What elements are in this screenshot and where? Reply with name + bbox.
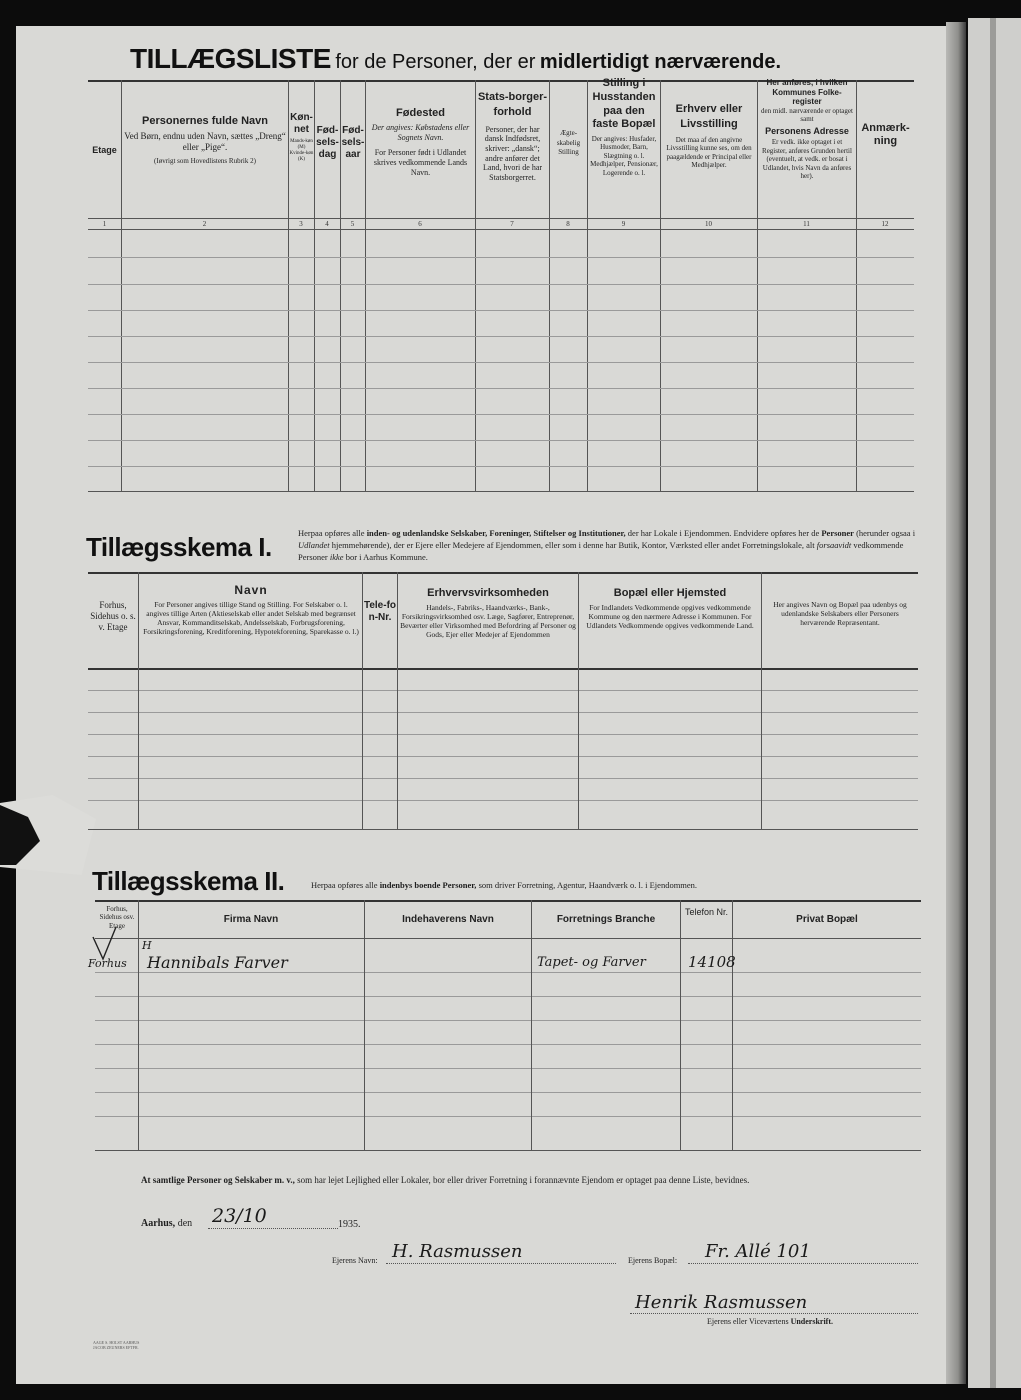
hw-phone: 14108 [688, 953, 736, 971]
tick-mark [90, 925, 120, 965]
hw-etage: Forhus [88, 957, 127, 970]
col-header-birthday: Fød-sels-dag [316, 125, 339, 160]
col-num-5: 5 [350, 220, 355, 228]
col-num-9: 9 [621, 220, 626, 228]
col-num-1: 1 [102, 220, 107, 228]
s1-header-phone: Tele-fon-Nr. [363, 600, 397, 623]
col-header-birthplace: Fødested Der angives: Købstadens eller Sognets Navn. For Personer født i Udlandet skrives vedkommende Lands Navn. [371, 107, 470, 177]
footer-date-line: Aarhus, den [141, 1218, 193, 1229]
s2-header-phone: Telefon Nr. [684, 907, 729, 917]
title-rest-a: for de Personer, der er [335, 51, 536, 73]
schema1-instructions: Herpaa opføres alle inden- og udenlandske Selskaber, Foreninger, Stiftelser og Institutioner, der har Lokale i Ejendommen. Endvidere opføres her de Personer (herunder ogsaa i Udlandet hjemmehørende), der er Ejere eller Medejere af Ejendommen, eller som i denne har Butik, Kontor, Værksted eller andet Forretningslokale, alt forsaavidt vedkommende Personer ikke bor i Aarhus Kommune. [298, 528, 916, 562]
col-num-7: 7 [510, 220, 514, 228]
col-num-12: 12 [881, 220, 889, 228]
col-header-name: Personernes fulde Navn Ved Børn, endnu uden Navn, sættes „Dreng“ eller „Pige“. (Iøvrigt som Hovedlistens Rubrik 2) [124, 115, 286, 165]
hw-owner: H. Rasmussen [392, 1241, 523, 1262]
title-main: TILLÆGSLISTE [130, 43, 331, 74]
col-num-3: 3 [299, 220, 303, 228]
s1-header-residence: Bopæl eller Hjemsted For Indlandets Vedkommende opgives vedkommende Kommune og den nærmere Adresse i Kommunen. For Udlandets Vedkommende opgives vedkommende Land. [586, 587, 754, 631]
col-num-11: 11 [803, 220, 810, 228]
adjacent-page [968, 18, 1021, 1388]
s2-header-branch: Forretnings Branche [556, 914, 656, 925]
col-header-gender: Køn-net Mands-køn (M) Kvinde-køn (K) [289, 112, 314, 162]
s2-header-private: Privat Bopæl [796, 914, 858, 925]
hw-address: Fr. Allé 101 [705, 1241, 811, 1262]
col-num-6: 6 [418, 220, 422, 228]
col-header-occupation: Erhverv eller Livsstilling Det maa af den angivne Livsstilling kunne ses, om den paagældende er Principal eller Medhjælper. [666, 103, 752, 169]
address-label: Ejerens Bopæl: [628, 1256, 678, 1265]
title-rest-b: midlertidigt nærværende. [539, 51, 782, 73]
footer-statement: At samtlige Personer og Selskaber m. v., som har lejet Lejlighed eller Lokaler, bor eller driver Forretning i forannævnte Ejendom er optaget paa denne Liste, bevidnes. [141, 1175, 750, 1185]
col-num-8: 8 [566, 220, 570, 228]
col-num-2: 2 [202, 220, 207, 228]
printer-mark: AAGE S. HOLST AARHUS JACOB ZEUNERS EFTFR. [93, 1340, 140, 1351]
page-title [130, 43, 781, 75]
footer-year: 1935. [338, 1219, 361, 1230]
col-header-citizenship: Stats-borger-forhold Personer, der har dansk Indfødsret, skriver: „dansk“; andre anfører det Land, hvori de har Statsborgerret. [477, 91, 548, 182]
hw-branch: Tapet- og Farver [537, 955, 646, 970]
s2-header-firm: Firma Navn [223, 914, 279, 925]
hw-firm-mark: H [142, 939, 152, 952]
col-num-4: 4 [325, 220, 329, 228]
schema1-title: Tillægsskema I. [86, 532, 272, 562]
s2-header-etage: Forhus, Sidehus osv. Etage [99, 905, 135, 930]
hw-date: 23/10 [212, 1205, 267, 1227]
s2-header-owner: Indehaverens Navn [402, 914, 494, 925]
col-header-household: Stilling i Husstanden paa den faste Bopæl Der angives: Husfader, Husmoder, Barn, Slægtning o. l. Medhjælper, Pensionær, Logerende o. l. [590, 77, 658, 177]
col-header-etage: Etage [92, 145, 117, 155]
col-header-remarks: Anmærk-ning [861, 122, 910, 148]
col-header-register: Her anføres, i hvilken Kommunes Folke-register den midl. nærværende er optaget samt Personens Adresse Er vedk. ikke optaget i et Register, anføres Grunden hertil (eventuelt, at vedk. er bosat i Udlandet, hvis Navn da anføres her). [761, 78, 853, 180]
page-edge [946, 22, 966, 1384]
col-header-birthyear: Fød-sels-aar [341, 125, 365, 160]
hw-firm-name: Hannibals Farver [147, 953, 288, 972]
owner-label: Ejerens Navn: [332, 1256, 378, 1265]
s1-header-representative: Her angives Navn og Bopæl paa udenbys og udenlandske Selskabers eller Personers herværende Repræsentant. [773, 600, 907, 627]
hw-signature: Henrik Rasmussen [635, 1292, 808, 1313]
col-header-marital: Ægte-skabelig Stilling [556, 129, 581, 157]
s1-header-etage: Forhus, Sidehus o. s. v. Etage [90, 600, 136, 632]
s1-header-business: Erhvervsvirksomheden Handels-, Fabriks-, Haandværks-, Bank-, Forsikringsvirksomhed osv. Læge, Sagfører, Entreprenør, Beværter eller Virksomhed med Befordring af Personer og Gods, Ejer eller Medejer af Ejendommen [400, 587, 576, 640]
schema2-title: Tillægsskema II. [92, 866, 285, 896]
s1-header-name: Navn For Personer angives tillige Stand og Stilling. For Selskaber o. l. angives tillige Arten (Aktieselskab eller andet Selskab med begrænset Ansvar, Kommanditselskab, Andelsselskab, Forbrugsforening, Forsikringsforening, Kreditforening, Hypotekforening, Sparekasse o. l.) [143, 583, 359, 637]
schema2-instructions: Herpaa opføres alle indenbys boende Personer, som driver Forretning, Agentur, Haandværk o. l. i Ejendommen. [311, 880, 698, 890]
col-num-10: 10 [705, 220, 712, 228]
signature-label: Ejerens eller Viceværtens Underskrift. [707, 1317, 834, 1326]
